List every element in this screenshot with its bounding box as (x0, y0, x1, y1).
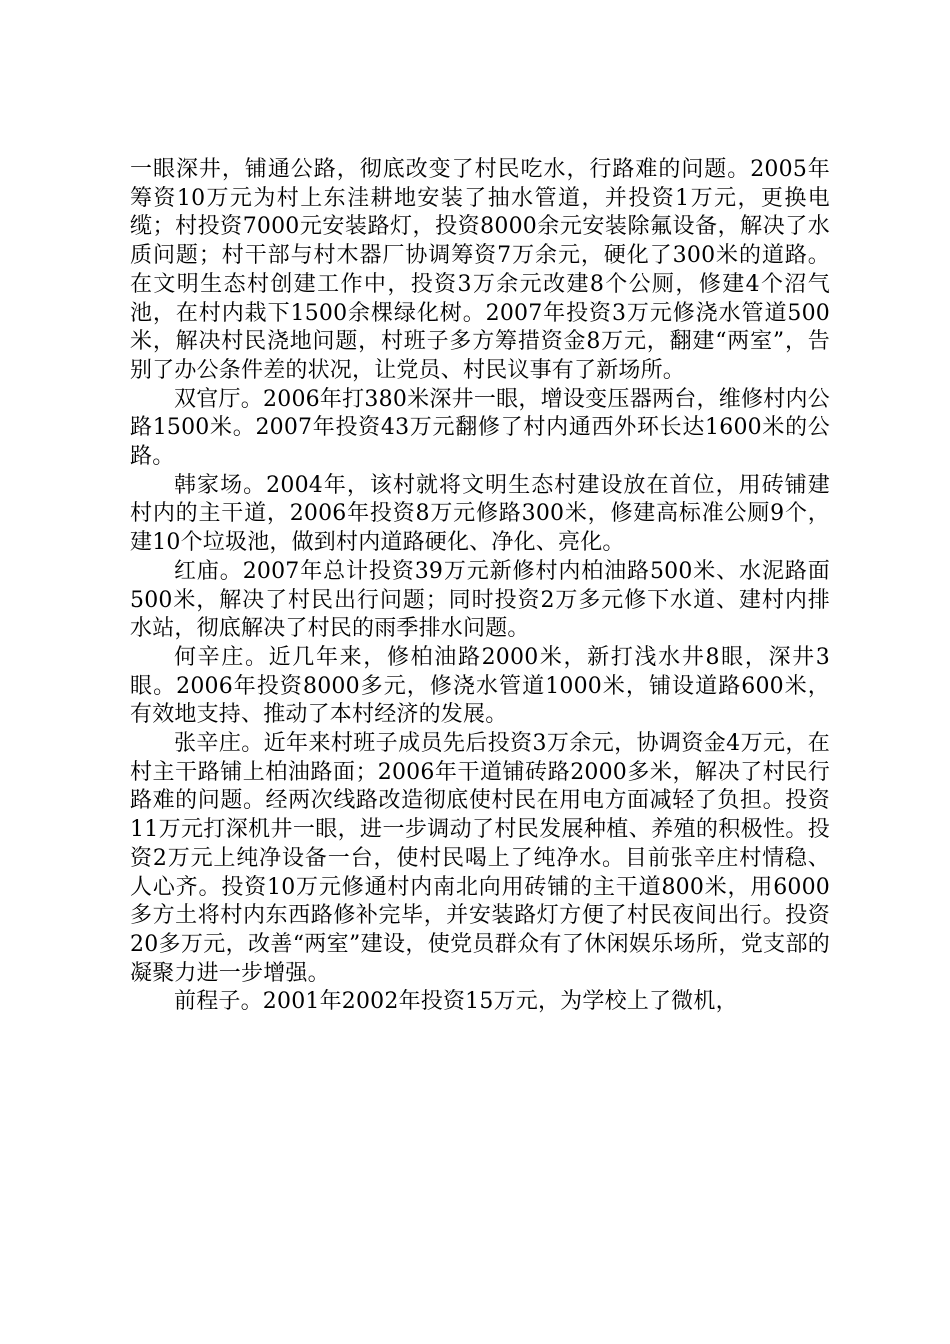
paragraph-qianchengzi: 前程子。2001年2002年投资15万元，为学校上了微机， (174, 989, 738, 1015)
document-page (130, 156, 830, 1017)
paragraph-hongmiao: 红庙。2007年总计投资39万元新修村内柏油路500米、水泥路面500米，解决了村民出行问题；同时投资2万多元修下水道、建村内排水站，彻底解决了村民的雨季排水问题。 (130, 558, 830, 642)
paragraph-hexinzhuang: 何辛庄。近几年来，修柏油路2000米，新打浅水井8眼，深井3眼。2006年投资8000多元，修浇水管道1000米，铺设道路600米，有效地支持、推动了本村经济的发展。 (130, 644, 830, 728)
paragraph-hanjiachang: 韩家场。2004年，该村就将文明生态村建设放在首位，用砖铺建村内的主干道，2006年投资8万元修路300米，修建高标准公厕9个，建10个垃圾池，做到村内道路硬化、净化、亮化。 (130, 472, 830, 556)
paragraph-shuangguanting: 双官厅。2006年打380米深井一眼，增设变压器两台，维修村内公路1500米。2007年投资43万元翻修了村内通西外环长达1600米的公路。 (130, 386, 830, 470)
paragraph-continuation: 一眼深井，铺通公路，彻底改变了村民吃水，行路难的问题。2005年筹资10万元为村上东洼耕地安装了抽水管道，并投资1万元，更换电缆；村投资7000元安装路灯，投资8000余元安装除氟设备，解决了水质问题；村干部与村木器厂协调筹资7万余元，硬化了300米的道路。在文明生态村创建工作中，投资3万余元改建8个公厕，修建4个沼气池，在村内栽下1500余棵绿化树。2007年投资3万元修浇水管道500米，解决村民浇地问题，村班子多方筹措资金8万元，翻建“两室”，告别了办公条件差的状况，让党员、村民议事有了新场所。 (130, 157, 830, 383)
paragraph-zhangxinzhuang: 张辛庄。近年来村班子成员先后投资3万余元，协调资金4万元，在村主干路铺上柏油路面；2006年干道铺砖路2000多米，解决了村民行路难的问题。经两次线路改造彻底使村民在用电方面减轻了负担。投资11万元打深机井一眼，进一步调动了村民发展种植、养殖的积极性。投资2万元上纯净设备一台，使村民喝上了纯净水。目前张辛庄村情稳、人心齐。投资10万元修通村内南北向用砖铺的主干道800米，用6000多方土将村内东西路修补完毕，并安装路灯方便了村民夜间出行。投资20多万元，改善“两室”建设，使党员群众有了休闲娱乐场所，党支部的凝聚力进一步增强。 (130, 731, 830, 986)
